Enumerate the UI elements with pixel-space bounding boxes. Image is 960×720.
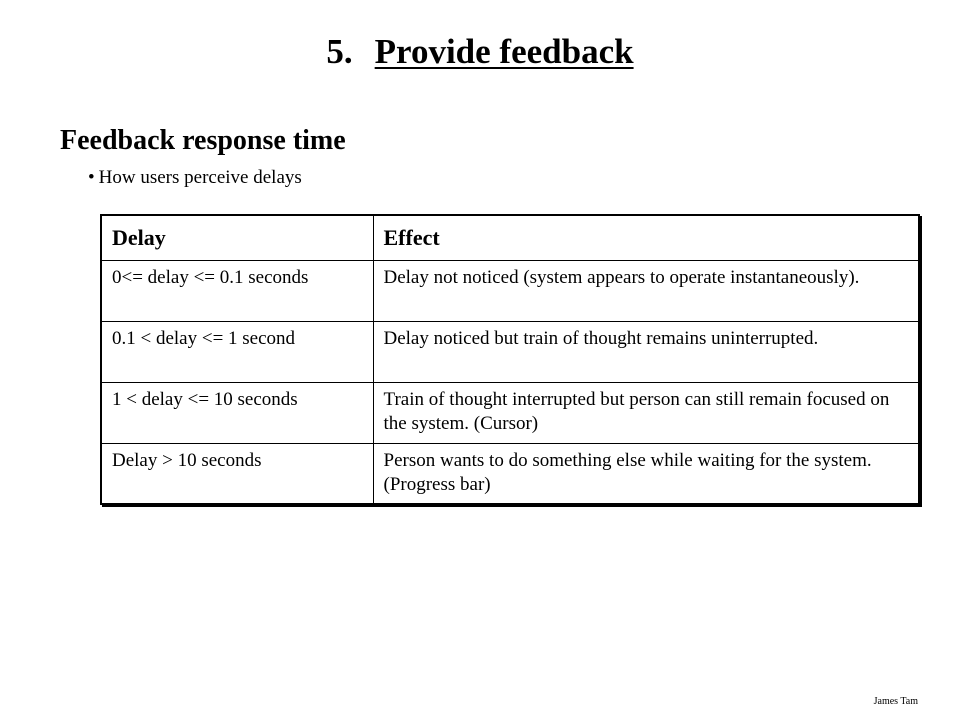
cell-delay: 1 < delay <= 10 seconds bbox=[101, 382, 373, 443]
section-heading: Feedback response time bbox=[60, 125, 346, 156]
bullet-icon: • bbox=[88, 167, 95, 188]
table-row bbox=[101, 443, 919, 504]
delay-effect-table bbox=[100, 214, 920, 505]
header-delay: Delay bbox=[101, 215, 373, 260]
cell-effect: Train of thought interrupted but person can still remain focused on the system. (Cursor) bbox=[373, 382, 919, 443]
cell-delay: 0<= delay <= 0.1 seconds bbox=[101, 260, 373, 321]
bullet-text: How users perceive delays bbox=[98, 167, 302, 188]
table-row bbox=[101, 321, 919, 382]
slide-title-text: Provide feedback bbox=[374, 32, 634, 71]
table-row bbox=[101, 260, 919, 321]
slide-title bbox=[0, 30, 960, 74]
cell-effect: Person wants to do something else while waiting for the system. (Progress bar) bbox=[373, 443, 919, 504]
table-header-row bbox=[101, 215, 919, 260]
slide-title-number: 5. bbox=[326, 32, 353, 71]
cell-delay: Delay > 10 seconds bbox=[101, 443, 373, 504]
cell-delay: 0.1 < delay <= 1 second bbox=[101, 321, 373, 382]
table-row bbox=[101, 382, 919, 443]
cell-effect: Delay not noticed (system appears to operate instantaneously). bbox=[373, 260, 919, 321]
bullet-item bbox=[88, 166, 302, 190]
cell-effect: Delay noticed but train of thought remains uninterrupted. bbox=[373, 321, 919, 382]
header-effect: Effect bbox=[373, 215, 919, 260]
author-footer: James Tam bbox=[873, 696, 918, 707]
